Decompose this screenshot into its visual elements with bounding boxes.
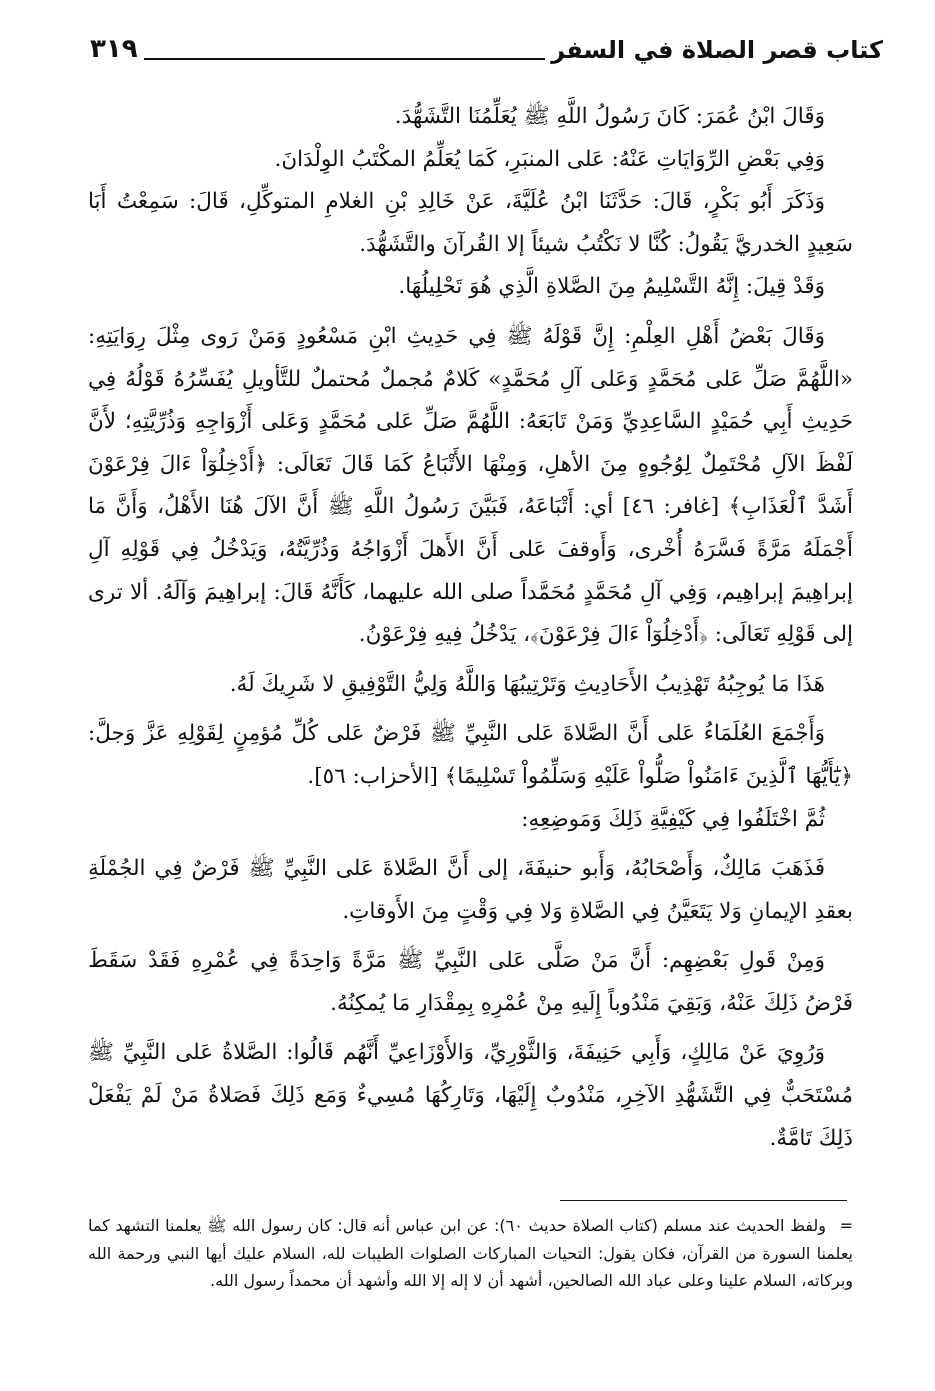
footnote-divider [560, 1200, 847, 1201]
paragraph: وَقَدْ قِيلَ: إِنَّهُ التَّسْلِيمُ مِنَ الصَّلاةِ الَّذِي هُوَ تَحْلِيلُهَا. [398, 274, 825, 300]
page-header [90, 22, 883, 62]
paragraph: وَقَالَ بَعْضُ أَهْلِ العِلْمِ: إِنَّ قَوْلَهُ ﷺ فِي حَدِيثِ ابْنِ مَسْعُودٍ وَمَنْ رَوى مِثْلَ رِوَايَتِهِ: «اللَّهُمَّ صَلِّ عَلى مُحَمَّدٍ وَعَلى آلِ مُحَمَّدٍ» كَلامٌ مُجملٌ مُحتملٌ للتَّأويلِ يُفَسِّرُهُ قَوْلُهُ فِي حَدِيثِ أَبِي حُمَيْدٍ السَّاعِدِيِّ وَمَنْ تَابَعَهُ: اللَّهُمَّ صَلِّ عَلى مُحَمَّدٍ وَعَلى أَزْوَاجِهِ وَذُرِّيَّتِهِ؛ لأَنَّ لَفْظَ الآلِ مُحْتَمِلٌ لِوُجُوهٍ مِنَ الأهلِ، وَمِنْهَا الأَتْبَاعُ كَمَا قَالَ تَعَالَى: ﴿أَدْخِلُوٓاْ ءَالَ فِرْعَوْنَ أَشَدَّ ٱلْعَذَابِ﴾ [غافر: ٤٦] أي: أَتْبَاعَهُ، فَبَيَّنَ رَسُولُ اللَّهِ ﷺ أَنَّ الآلَ هُنَا الأَهْلُ، وَأَنَّ مَا أَجْمَلَهُ مَرَّةً فَسَّرَهُ أُخْرى، وَأَوقفَ عَلى أَنَّ الأَهلَ أَزْوَاجُهُ وَذُرِّيَّتُهُ، وَيَدْخُلُ فِي قَوْلِهِ آلِ إبراهِيمَ إبراهِيم، وَفِي آلِ مُحَمَّدٍ مُحَمَّداً صلى الله عليهما، كَأَنَّهُ قَالَ: إبراهِيمَ وَآلَهُ. ألا ترى إلى قَوْلِهِ تَعَالَى: ﴿أَدْخِلُوٓاْ ءَالَ فِرْعَوْنَ﴾، يَدْخُلُ فِيهِ فِرْعَوْنُ. [88, 323, 853, 648]
paragraph: ثُمَّ اخْتَلَفُوا فِي كَيْفِيَّةِ ذَلِكَ وَمَوضِعِهِ: [521, 806, 825, 832]
footnote-text: ولفظ الحديث عند مسلم (كتاب الصلاة حديث ٦٠): عن ابن عباس أنه قال: كان رسول الله ﷺ يعلمنا التشهد كما يعلمنا السورة من القرآن، فكان يقول: التحيات المباركات الصلوات الطيبات لله، السلام عليك أيها النبي ورحمة الله وبركاته، السلام علينا وعلى عباد الله الصالحين، أشهد أن لا إله إلا الله وأشهد أن محمداً رسول الله. [88, 1216, 853, 1290]
paragraph: وَقَالَ ابْنُ عُمَرَ: كَانَ رَسُولُ اللَّهِ ﷺ يُعَلِّمُنَا التَّشَهُّدَ. [394, 104, 825, 129]
header-rule [144, 58, 546, 60]
paragraph: وَأَجْمَعَ العُلَمَاءُ عَلى أَنَّ الصَّلاةَ عَلى النَّبِيِّ ﷺ فَرْضٌ عَلى كُلِّ مُؤمِنٍ لِقَوْلِهِ عَزَّ وَجلَّ: ﴿يَٰٓأَيُّهَا ٱلَّذِينَ ءَامَنُواْ صَلُّواْ عَلَيْهِ وَسَلِّمُواْ تَسْلِيمًا﴾ [الأحزاب: ٥٦]. [88, 721, 853, 789]
footnote-marker: = [839, 1216, 853, 1235]
paragraph: هَذَا مَا يُوجِبُهُ تَهْذِيبُ الأَحَادِيثِ وَتَرْتِيبُهَا وَاللَّهُ وَلِيُّ التَّوْفِيقِ لا شَرِيكَ لَهُ. [229, 671, 825, 697]
paragraph: فَذَهَبَ مَالِكٌ، وَأَصْحَابُهُ، وَأَبو حنيفَةَ، إلى أَنَّ الصَّلاةَ عَلى النَّبِيِّ ﷺ فَرْضٌ فِي الجُمْلَةِ بعقدِ الإيمانِ وَلا يَتَعَيَّنُ فِي الصَّلاةِ وَلا فِي وَقْتٍ مِنَ الأَوقاتِ. [88, 856, 853, 924]
paragraph: وَمِنْ قَولِ بَعْضِهِم: أَنَّ مَنْ صَلَّى عَلى النَّبِيِّ ﷺ مَرَّةً وَاحِدَةً فِي عُمْرِهِ فَقَدْ سَقَطَ فَرْضُ ذَلِكَ عَنْهُ، وَبَقِيَ مَنْدُوباً إِلَيهِ مِنْ عُمْرِهِ بِمِقْدَارِ مَا يُمكِنُهُ. [88, 948, 853, 1016]
main-text [88, 96, 853, 1160]
paragraph: وَفِي بَعْضِ الرِّوَايَاتِ عَنْهُ: عَلى المنبَرِ، كَمَا يُعَلِّمُ المكْتَبُ الوِلْدَانَ. [274, 146, 825, 172]
paragraph: وَرُوِيَ عَنْ مَالِكٍ، وَأَبِي حَنِيفَةَ، وَالثَّوْرِيِّ، وَالأَوْزَاعِيِّ أَنَّهُم قَالُوا: الصَّلاةُ عَلى النَّبِيِّ ﷺ مُسْتَحَبٌّ فِي التَّشَهُّدِ الآخِرِ، مَنْدُوبٌ إِلَيْهَا، وَتَارِكُهَا مُسِيءٌ وَمَع ذَلِكَ فَصَلاةُ مَنْ لَمْ يَفْعَلْ ذَلِكَ تَامَّةٌ. [88, 1040, 853, 1151]
running-title: كتاب قصر الصلاة في السفر [551, 36, 883, 64]
footnote [88, 1212, 853, 1295]
paragraph: وَذَكَرَ أَبُو بَكْرٍ، قَالَ: حَدَّثَنَا ابْنُ عُلَيَّةَ، عَنْ خَالِدِ بْنِ الغلامِ المتوكِّلِ، قَالَ: سَمِعْتُ أَبَا سَعِيدٍ الخدريَّ يَقُولُ: كُنَّا لا نَكْتُبُ شيئاً إلا القُرآنَ والتَّشَهُّدَ. [88, 189, 853, 257]
page-number: ٣١٩ [90, 34, 138, 64]
